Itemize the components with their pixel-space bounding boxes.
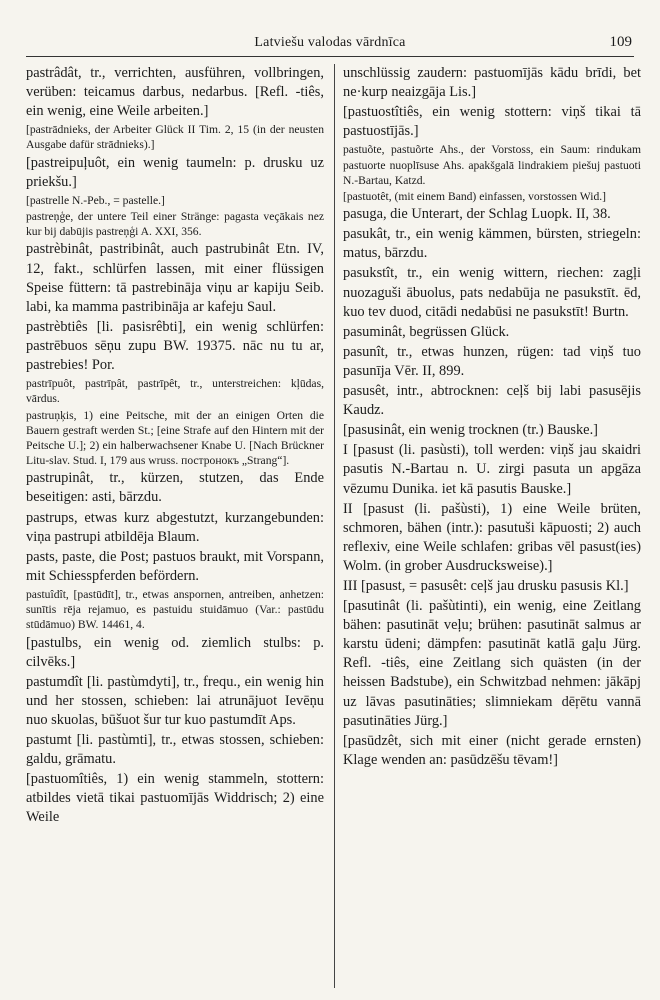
dictionary-entry: pasusêt, intr., abtrocknen: ceļš bij labi pasusējis Kaudz. (343, 383, 641, 419)
page-number: 109 (609, 34, 632, 50)
right-column (343, 64, 641, 771)
running-title: Latviešu valodas vārdnīca (254, 35, 406, 50)
dictionary-entry: I [pasust (li. pasùsti), toll werden: viņš jau skaidri pasutis N.-Bartau n. U. zirgi pasuta un apgāza vēzumu Dunika. iet kā pasutis Bauske.] (343, 442, 641, 497)
dictionary-entry: [pastrādnieks, der Arbeiter Glück II Tim. 2, 15 (in der neusten Ausgabe dafür strādnieks).] (26, 123, 324, 152)
dictionary-entry: pasukstît, tr., ein wenig wittern, riechen: zagļi nuozaguši ābuolus, pats nedabūja ne pasukstīt. ēd, kuo tev duod, citādi nedabūsi ne pasukstīt! Burtn. (343, 265, 641, 320)
dictionary-entry: pastumdît [li. pastùmdyti], tr., frequ., ein wenig hin und her stossen, schieben: lai atrunājuot Ievēņu nuo skuolas, būšuot šur tur kuo pastumdīt Aps. (26, 673, 324, 728)
dictionary-entry: pastumt [li. pastùmti], tr., etwas stossen, schieben: galdu, grāmatu. (26, 732, 324, 768)
dictionary-entry: III [pasust, = pasusêt: ceļš jau drusku pasusis Kl.] (343, 577, 629, 594)
dictionary-entry: pasts, paste, die Post; pastuos braukt, mit Vorspann, mit Schiesspferden befördern. (26, 548, 324, 584)
dictionary-entry: [pastrelle N.-Peb., = pastelle.] (26, 193, 165, 207)
dictionary-entry: pastrâdât, tr., verrichten, ausführen, vollbringen, verüben: teicamus darbus, nedarbus. [Refl. -tiês, ein wenig, eine Weile arbeiten.] (26, 65, 324, 120)
dictionary-entry: pasuga, die Unterart, der Schlag Luopk. II, 38. (343, 206, 611, 223)
dictionary-entry: [pastulbs, ein wenig od. ziemlich stulbs: p. cilvēks.] (26, 634, 324, 670)
dictionary-entry: pastreņģe, der untere Teil einer Stränge: pagasta veçākais nez kur bij dabūjis pastreņģi A. XXI, 356. (26, 210, 324, 239)
dictionary-entry: pastuõte, pastuõrte Ahs., der Vorstoss, ein Saum: rindukam pastuorte nuoplīsuse Ahs. apakšgalā lindrakiem piešuj pastuoti N.-Bartau, Katzd. (343, 143, 641, 187)
dictionary-entry: pasuminât, begrüssen Glück. (343, 323, 510, 340)
dictionary-entry: pasunît, tr., etwas hunzen, rügen: tad viņš tuo pasunīja Vēr. II, 899. (343, 343, 641, 379)
page-header (26, 34, 634, 57)
dictionary-entry: [pasusinât, ein wenig trocknen (tr.) Bauske.] (343, 422, 598, 439)
dictionary-entry: [pastuotêt, (mit einem Band) einfassen, vorstossen Wid.] (343, 189, 607, 203)
dictionary-entry: [pastuomîtiês, 1) ein wenig stammeln, stottern: atbildes vietā tikai pastuomījās Widdrisch; 2) eine Weile (26, 771, 324, 826)
dictionary-entry: pastrupinât, tr., kürzen, stutzen, das Ende beseitigen: asti, bārzdu. (26, 470, 324, 506)
dictionary-entry: pastrīpuôt, pastrīpât, pastrīpêt, tr., unterstreichen: kļūdas, vārdus. (26, 377, 324, 406)
dictionary-entry: II [pasust (li. pašùsti), 1) eine Weile brüten, schmoren, bähen (intr.): pasutuši kāpuosti; 2) auch reflexiv, eine Weile schlafen: gribas vēl pasust(ies) Wolm. (in grober Ausdrucksweise).] (343, 500, 641, 574)
dictionary-entry: unschlüssig zaudern: pastuomījās kādu brīdi, bet ne·kurp neaizgāja Lis.] (343, 65, 641, 101)
dictionary-entry: [pastuostîtiês, ein wenig stottern: viņš tikai tā pastuostījās.] (343, 104, 641, 140)
dictionary-entry: [pasūdzêt, sich mit einer (nicht gerade ernsten) Klage wenden an: pasūdzēšu tēvam!] (343, 732, 641, 768)
dictionary-entry: pastrèbtiês [li. pasisrêbti], ein wenig schlürfen: pastrēbuos sēņu zupu BW. 19375. nāc nu tu ar, pastrebies! Por. (26, 318, 324, 374)
left-column (26, 64, 324, 828)
dictionary-entry: pastrups, etwas kurz abgestutzt, kurzangebunden: viņa pastrupi atbildēja Blaum. (26, 509, 324, 545)
dictionary-entry: pastuîdît, [pastūdīt], tr., etwas anspornen, antreiben, anhetzen: sunītis rēja rejamuo, es pastuidu stuidāmuo (Var.: pastūdu stūdāmuo) BW. 14461, 4. (26, 587, 324, 632)
dictionary-entry: [pasutinât (li. pašùtinti), ein wenig, eine Zeitlang bähen: pasutināt veļu; brühen: pasutināt salmus ar karstu ūdeni; dämpfen: pasutināt katlā gaļu Jürg. Refl. -tiês, eine Zeitlang sich quästen (in der heissen Badstube), ein Schwitzbad nehmen: jākāpj uz lāvas pasutināties; slimniekam dēŗētu vannā pasutināties Jürg.] (343, 598, 641, 729)
column-divider (334, 64, 335, 988)
dictionary-entry: [pastreipuļuôt, ein wenig taumeln: p. drusku uz priekšu.] (26, 154, 324, 190)
dictionary-entry: pasukât, tr., ein wenig kämmen, bürsten, striegeln: matus, bārzdu. (343, 226, 641, 262)
dictionary-entry: pastrèbinât, pastribinât, auch pastrubinât Etn. IV, 12, fakt., schlürfen lassen, mit einer flüssigen Speise füttern: tā pastrebināja viņu ar kapiju Seib. labi, ka mamma pastribināja ar kafeju Saul. (26, 241, 324, 315)
dictionary-entry: pastruņķis, 1) eine Peitsche, mit der an einigen Orten die Bauern gestraft werden St.; [eine Strafe auf den Hintern mit der Peitsche U.]; 2) ein halberwachsener Knabe U. [Nach Brückner Litu-slav. Stud. I, 179 aus wruss. постронокъ „Strang“]. (26, 408, 324, 468)
